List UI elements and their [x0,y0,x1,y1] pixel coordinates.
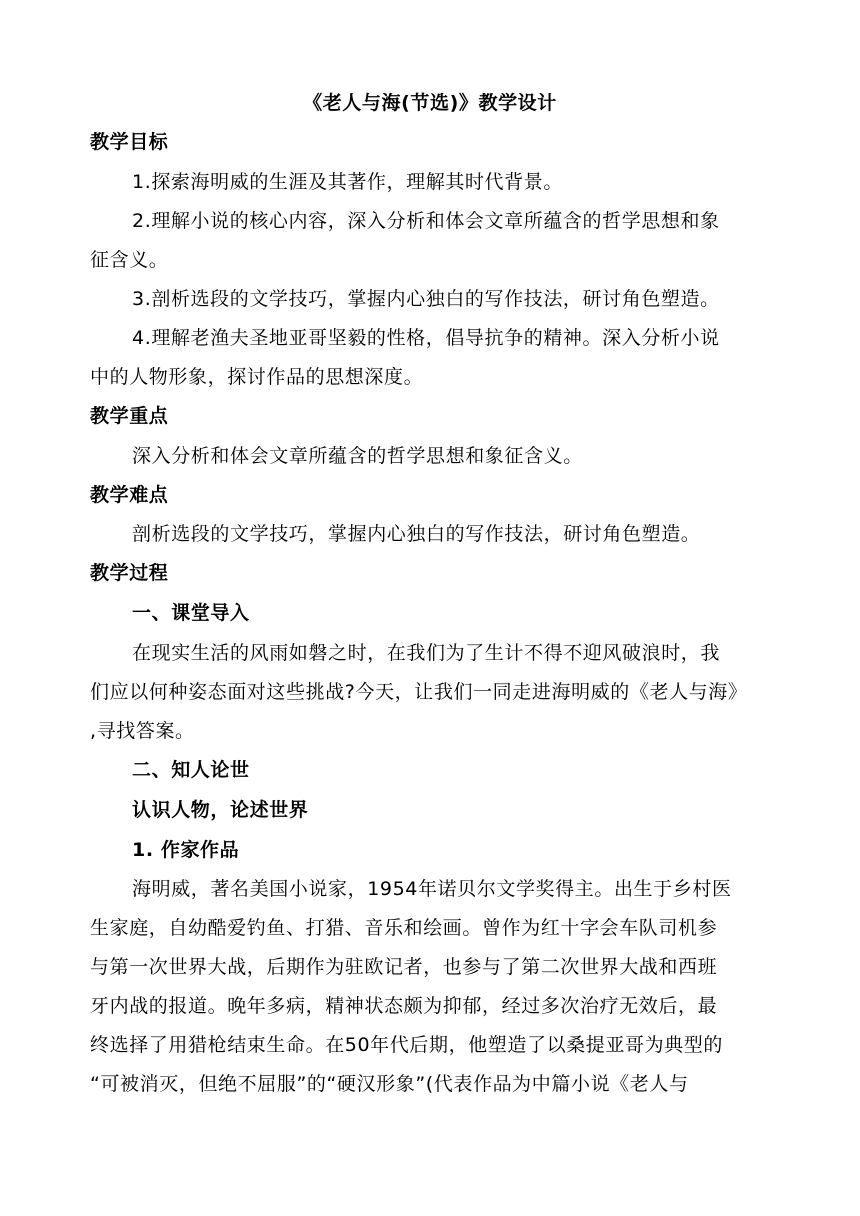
author-paragraph-line-6: “可被消灭，但绝不屈服”的“硬汉形象”(代表作品为中篇小说《老人与 [90,1073,689,1095]
author-paragraph-line-5: 终选择了用猎枪结束生命。在50年代后期，他塑造了以桑提亚哥为典型的 [90,1034,723,1056]
section-heading-key-points: 教学重点 [90,405,169,427]
author-paragraph-line-3: 与第一次世界大战，后期作为驻欧记者，也参与了第二次世界大战和西班 [90,956,718,978]
objective-item-2-line-1: 2.理解小说的核心内容，深入分析和体会文章所蕴含的哲学思想和象 [132,210,720,232]
introduction-line-3: ,寻找答案。 [90,720,195,742]
author-paragraph-line-2: 生家庭，自幼酷爱钓鱼、打猎、音乐和绘画。曾作为红十字会车队司机参 [90,917,718,939]
difficulties-text: 剖析选段的文学技巧，掌握内心独白的写作技法，研讨角色塑造。 [132,523,701,545]
author-paragraph-line-1: 海明威，著名美国小说家，1954年诺贝尔文学奖得主。出生于乡村医 [132,878,732,900]
section-heading-objectives: 教学目标 [90,131,169,153]
author-paragraph-line-4: 牙内战的报道。晚年多病，精神状态颇为抑郁，经过多次治疗无效后，最 [90,995,718,1017]
key-points-text: 深入分析和体会文章所蕴含的哲学思想和象征含义。 [132,445,583,467]
section-heading-difficulties: 教学难点 [90,484,169,506]
objective-item-2-line-2: 征含义。 [90,249,169,271]
section-heading-process: 教学过程 [90,562,169,584]
part-subheading: 认识人物，论述世界 [132,799,309,821]
introduction-line-2: 们应以何种姿态面对这些挑战?今天，让我们一同走进海明威的《老人与海》 [90,681,748,703]
item-heading-author-works: 1. 作家作品 [132,839,240,861]
objective-item-1: 1.探索海明威的生涯及其著作，理解其时代背景。 [132,171,563,193]
objective-item-4-line-1: 4.理解老渔夫圣地亚哥坚毅的性格，倡导抗争的精神。深入分析小说 [132,327,720,349]
part-heading-knowing-author: 二、知人论世 [132,759,250,781]
introduction-line-1: 在现实生活的风雨如磐之时，在我们为了生计不得不迎风破浪时，我 [132,642,721,664]
objective-item-3: 3.剖析选段的文学技巧，掌握内心独白的写作技法，研讨角色塑造。 [132,288,720,310]
document-title: 《老人与海(节选)》教学设计 [303,92,557,114]
objective-item-4-line-2: 中的人物形象，探讨作品的思想深度。 [90,366,424,388]
part-heading-introduction: 一、课堂导入 [132,602,250,624]
